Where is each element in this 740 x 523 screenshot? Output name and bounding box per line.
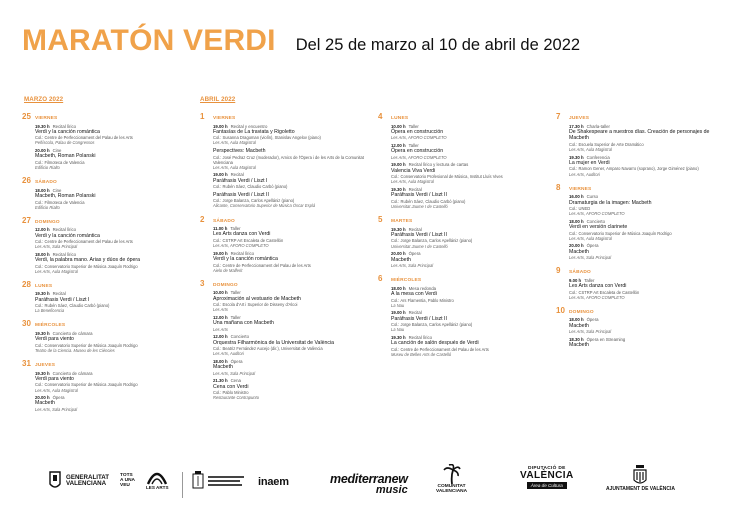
event-title: Dramaturgia de la imagen: Macbeth — [569, 199, 652, 206]
event-type: Taller — [230, 314, 241, 320]
event-type: Recital — [230, 172, 244, 178]
event-venue: Les Arts, Sala Principal — [391, 263, 434, 269]
day-header — [22, 216, 187, 225]
day-header — [22, 176, 187, 185]
day-name: MARTES — [391, 219, 413, 225]
day-name: LUNES — [391, 116, 409, 121]
event-item — [35, 227, 187, 249]
month-march: MARZO 2022 — [24, 96, 64, 103]
ministerio-text — [208, 476, 244, 486]
event-venue: Les Arts, Auditori — [213, 351, 244, 357]
event-collaborators: Col.: CSTRP Art Escaleta de Castellón — [569, 289, 640, 295]
event-type: Recital — [408, 310, 422, 316]
day-name: DOMINGO — [35, 219, 60, 225]
event-item — [213, 290, 365, 312]
event-collaborators: Col.: Rubén Sáez, Claudio Carbó (piano) — [35, 303, 110, 309]
event-venue: Les Arts, Aula Magistral — [213, 140, 256, 146]
tots-line-2: A UNA — [120, 477, 136, 483]
event-type: Recital lírico y lectura de cartas — [408, 162, 469, 168]
event-collaborators: Col.: Jorge Balanza, Carlos Apellániz (piano) — [213, 198, 295, 204]
event-title: La canción de salón después de Verdi — [391, 340, 479, 347]
event-venue: Les Arts, Sala Principal — [35, 244, 78, 250]
event-title: Paráfrasis Verdi / Liszt I — [35, 296, 90, 303]
event-title: La mujer en Verdi — [569, 159, 610, 166]
event-time: 12.00 h — [213, 314, 228, 320]
les-arts-logo — [146, 468, 169, 491]
event-title: Aproximación al vestuario de Macbeth — [213, 295, 301, 302]
event-item — [213, 334, 365, 356]
day-header — [22, 359, 187, 368]
event-collaborators: Col.: Jorge Balanza, Carlos Apellániz (piano) — [391, 238, 473, 244]
day-number: 1 — [200, 112, 205, 121]
event-type: Ópera — [586, 317, 599, 323]
event-time: 18.00 h — [569, 218, 584, 224]
event-title: Macbeth, Roman Polanski — [35, 193, 96, 200]
event-time: 18.00 h — [391, 285, 406, 291]
event-type: Cine — [52, 148, 62, 154]
event-collaborators: Col.: Jorge Balanza, Carlos Apellániz (piano) — [391, 322, 473, 328]
event-time: 19.30 h — [35, 370, 50, 376]
event-time: 12.00 h — [213, 334, 228, 340]
day-header — [556, 183, 721, 192]
event-type: Ópera en Streaming — [586, 336, 626, 342]
event-time: 18.00 h — [35, 187, 50, 193]
event-title: De Shakespeare a nuestros días. Creación de personajes de Macbeth — [569, 128, 710, 142]
event-type: Recital y encuentro — [230, 123, 268, 129]
event-collaborators: Col.: CSTRP Art Escaleta de Castellón — [213, 237, 284, 243]
event-venue: Edificio Rialto — [35, 165, 60, 171]
event-type: Recital lírico — [230, 250, 254, 256]
month-april: ABRIL 2022 — [200, 96, 236, 103]
event-time: 19.00 h — [213, 250, 228, 256]
event-collaborators: Col.: Centre de Perfeccionament del Palau de les Arts — [35, 239, 133, 245]
event-item — [35, 371, 187, 393]
day-number: 27 — [22, 215, 31, 225]
day-number: 8 — [556, 182, 561, 192]
event-time: 19.30 h — [391, 334, 406, 340]
event-time: 9.00 h — [569, 277, 582, 283]
day-header — [22, 280, 187, 289]
event-venue: Edificio Rialto — [35, 204, 60, 210]
event-item — [569, 278, 721, 300]
event-time: 19.30 h — [391, 187, 406, 193]
day-name: LUNES — [35, 283, 53, 289]
event-title: Macbeth — [569, 248, 589, 255]
event-time: 18.00 h — [213, 358, 228, 364]
event-type: Concierto de cámara — [52, 330, 93, 336]
event-type: Charla-taller — [586, 123, 610, 129]
event-venue: Les Arts, Aula Magistral — [35, 268, 78, 274]
event-title: Verdi y la canción romántica — [35, 232, 100, 239]
event-collaborators: Col.: Conservatorio Superior de Música Joaquín Rodrigo — [35, 263, 138, 269]
event-time: 19.30 h — [35, 123, 50, 129]
day-header — [378, 112, 543, 121]
event-item — [391, 251, 543, 268]
day-header — [200, 215, 365, 224]
event-time: 19.30 h — [35, 291, 50, 297]
day-number: 30 — [22, 319, 31, 329]
event-item — [35, 252, 187, 274]
generalitat-line-1: GENERALITAT — [66, 473, 110, 481]
event-venue: Museu de Belles Arts de Castelló — [391, 351, 452, 357]
event-type: Cena — [230, 378, 241, 384]
event-type: Taller — [230, 226, 241, 232]
event-type: Recital lírico — [52, 123, 76, 129]
event-collaborators: Col.: Beatriz Fernández Aucejo (dir.), Universitat de València — [213, 346, 323, 352]
event-venue: Les Arts, Sala Principal — [35, 406, 78, 412]
footer-divider — [182, 472, 183, 498]
tots-line-3: VEU — [120, 482, 130, 488]
event-collaborators: Col.: José Pedraz Cruz (moderador), Amics de l'Òpera i de les Arts de la Comunitat Valenciana — [213, 154, 364, 165]
day-name: JUEVES — [569, 116, 590, 121]
event-title: Verdi en versión clarinete — [569, 224, 628, 231]
event-type: Concierto — [586, 218, 605, 224]
mediterranew-music-label: music — [375, 484, 408, 496]
event-collaborators: Col.: Rubén Sáez, Claudio Carbó (piano) — [213, 184, 288, 190]
event-venue: Les Arts, AFORO COMPLETO — [569, 294, 625, 300]
event-venue: La Nau — [391, 302, 405, 308]
mediterranew-label: mediterranew — [330, 472, 408, 486]
event-item — [569, 124, 721, 153]
event-item — [569, 155, 721, 177]
event-title: Macbeth — [35, 400, 55, 407]
event-collaborators: Col.: Ars Flamentia, Pablo Ministro — [391, 297, 454, 303]
inaem-logo — [258, 476, 289, 488]
event-item — [213, 124, 365, 146]
event-type: Recital lírico — [52, 227, 76, 233]
event-title: Macbeth — [569, 342, 589, 349]
event-venue: La Beneficencia — [35, 308, 65, 314]
les-arts-label: LES ARTS — [146, 485, 169, 490]
event-title: Paráfrasis Verdi / Liszt I — [213, 177, 268, 184]
event-collaborators: Col.: Susanna Dragoman (violín), Stanislav Angelov (piano) — [213, 135, 321, 141]
event-title: Verdi y la canción romántica — [35, 128, 100, 135]
sponsor-footer — [0, 462, 740, 518]
event-title: Verdi para viento — [35, 336, 74, 343]
generalitat-logo — [48, 470, 109, 492]
event-venue: Universitat Jaume I de Castelló — [391, 243, 448, 249]
day-header — [556, 266, 721, 275]
event-venue: Les Arts, Sala Principal — [569, 329, 612, 335]
event-title: Macbeth — [569, 322, 589, 329]
event-venue: Les Arts, Auditori — [569, 171, 600, 177]
event-type: Taller — [230, 290, 241, 296]
day-name: MIÉRCOLES — [391, 278, 422, 284]
event-title: Cena con Verdi — [213, 383, 249, 390]
event-type: Taller — [408, 142, 419, 148]
event-title: Verdi y la canción romántica — [213, 256, 278, 263]
day-number: 28 — [22, 279, 31, 289]
event-item — [391, 286, 543, 308]
event-time: 19.00 h — [391, 310, 406, 316]
event-collaborators: Col.: Conservatorio Superior de Música Joaquín Rodrigo — [569, 230, 672, 236]
event-venue: Les Arts, Aula Magistral — [391, 179, 434, 185]
event-time: 19.00 h — [391, 162, 406, 168]
event-time: 20.00 h — [35, 395, 50, 401]
day-name: SÁBADO — [213, 218, 235, 224]
day-header — [22, 112, 187, 121]
event-title: Orquestra Filharmònica de la Universitat de València — [213, 339, 335, 346]
event-type: Conferencia — [586, 154, 610, 160]
ministerio-logo — [192, 470, 244, 492]
event-item — [35, 148, 187, 170]
event-venue: Les Arts, AFORO COMPLETO — [569, 211, 625, 217]
event-time: 12.00 h — [391, 142, 406, 148]
page-header — [22, 24, 580, 58]
day-header — [378, 215, 543, 224]
event-venue: Les Arts, Aula Magistral — [569, 235, 612, 241]
event-time: 11.00 h — [213, 226, 228, 232]
event-type: Recital — [408, 187, 422, 193]
event-title: Paráfrasis Verdi / Liszt II — [391, 315, 447, 322]
event-time: 20.00 h — [35, 148, 50, 154]
event-time: 19.30 h — [391, 226, 406, 232]
event-venue: Peñíscola, Palau de Congressos — [35, 140, 95, 146]
event-type: Taller — [584, 277, 595, 283]
day-number: 7 — [556, 112, 561, 121]
valencia-crest-icon — [632, 464, 648, 486]
event-type: Curso — [586, 194, 599, 200]
event-item — [391, 187, 543, 209]
event-type: Cine — [52, 187, 62, 193]
event-item — [213, 148, 365, 170]
event-item — [213, 226, 365, 248]
event-item — [391, 310, 543, 332]
event-item — [213, 359, 365, 376]
comunitat-valenciana-logo — [436, 464, 467, 494]
event-collaborators: Col.: Conservatorio Superior de Música Joaquín Rodrigo — [35, 342, 138, 348]
event-type: Concierto — [230, 334, 249, 340]
day-name: SÁBADO — [35, 180, 57, 186]
event-collaborators: Col.: Filmoteca de Valencia — [35, 199, 85, 205]
day-name: VIERNES — [569, 186, 592, 192]
event-collaborators: Col.: Escuela Superior de Arte Dramático — [569, 141, 644, 147]
day-name: JUEVES — [35, 363, 56, 369]
event-title: Fantasías de La traviata y Rigoletto — [213, 128, 295, 135]
event-title: Macbeth — [213, 364, 233, 371]
schedule-column-3 — [378, 112, 543, 357]
event-type: Recital — [408, 226, 422, 232]
schedule-column-2 — [200, 112, 365, 400]
event-time: 17.30 h — [569, 123, 584, 129]
day-name: VIERNES — [35, 116, 58, 121]
event-venue: Aielo de Malferit — [213, 267, 243, 273]
day-number: 31 — [22, 359, 31, 369]
event-title: Verdi, la palabra mano. Arias y dúos de ópera — [35, 257, 140, 264]
event-title: Verdi para viento — [35, 375, 74, 382]
event-type: Ópera — [408, 251, 421, 257]
inaem-label: inaem — [258, 476, 289, 488]
diputacio-line-1: DIPUTACIÓ DE — [527, 466, 566, 471]
generalitat-emblem-icon — [48, 470, 62, 492]
event-title: Valencia Viva Verdi — [391, 167, 436, 174]
event-collaborators: Col.: Rubén Sáez, Claudio Carbó (piano) — [391, 198, 466, 204]
event-item — [569, 243, 721, 260]
spain-crest-icon — [192, 470, 204, 492]
event-title: Ópera en construcción — [391, 128, 444, 135]
day-number: 9 — [556, 266, 561, 276]
day-number: 25 — [22, 112, 31, 121]
event-title: Macbeth, Roman Polanski — [35, 153, 96, 160]
event-venue: Alicante, Conservatorio Superior de Música Óscar Esplá — [213, 203, 316, 209]
event-title: A la mesa con Verdi — [391, 291, 437, 297]
day-number: 26 — [22, 176, 31, 186]
event-venue: La Nau — [391, 327, 405, 333]
event-venue: Les Arts, Aula Magistral — [213, 164, 256, 170]
event-title: Perspectives: Macbeth — [213, 148, 266, 155]
day-number: 4 — [378, 112, 383, 121]
event-type: Ópera — [230, 358, 243, 364]
day-name: MIÉRCOLES — [35, 323, 66, 329]
diputacio-area-label: Àrea de Cultura — [527, 482, 567, 489]
event-collaborators: Col.: Filmoteca de Valencia — [35, 159, 85, 165]
day-header — [200, 279, 365, 288]
event-time: 19.00 h — [213, 172, 228, 178]
event-type: Recital — [52, 291, 66, 297]
event-time: 19.30 h — [569, 154, 584, 160]
event-collaborators: Col.: Pablo Ministro — [213, 390, 249, 396]
event-item — [391, 335, 543, 357]
day-header — [22, 319, 187, 328]
event-venue: Les Arts, AFORO COMPLETO — [391, 154, 447, 160]
event-venue: Les Arts, AFORO COMPLETO — [391, 135, 447, 141]
event-item — [569, 337, 721, 349]
diputacio-logo — [520, 466, 574, 489]
event-collaborators: Col.: Centre de Perfeccionament del Palau de les Arts — [35, 135, 133, 141]
tots-a-una-veu-logo — [120, 474, 135, 488]
ajuntament-label: AJUNTAMENT DE VALÈNCIA — [606, 486, 675, 492]
event-title: Paráfrasis Verdi / Liszt II — [213, 191, 269, 198]
event-item — [213, 378, 365, 400]
event-venue: Les Arts, Aula Magistral — [569, 146, 612, 152]
comunitat-line-2: VALENCIANA — [436, 489, 468, 495]
event-venue: Les Arts, Sala Principal — [569, 255, 612, 261]
event-collaborators: Col.: UNED — [569, 206, 591, 212]
event-venue: Les Arts — [213, 326, 228, 332]
event-collaborators: Col.: Ramon Gener, Amparo Navarro (soprano), Jorge Giménez (piano) — [569, 166, 699, 172]
day-number: 2 — [200, 214, 205, 224]
day-number: 5 — [378, 215, 383, 225]
schedule-column-4 — [556, 112, 721, 349]
generalitat-line-2: VALENCIANA — [66, 480, 107, 487]
event-time: 10.00 h — [213, 290, 228, 296]
event-time: 18.00 h — [35, 251, 50, 257]
event-time: 10.00 h — [391, 123, 406, 129]
event-type: Taller — [408, 123, 419, 129]
event-type: Ópera — [586, 243, 599, 249]
event-venue: Les Arts, AFORO COMPLETO — [213, 243, 269, 249]
event-type: Recital lírico — [408, 334, 432, 340]
event-title: Les Arts danza con Verdi — [213, 231, 271, 238]
event-time: 12.00 h — [35, 227, 50, 233]
event-title: Ópera en construcción — [391, 148, 444, 155]
event-time: 19.00 h — [213, 123, 228, 129]
event-item — [213, 192, 365, 209]
tots-line-1: TOTS — [120, 473, 133, 478]
event-item — [35, 124, 187, 146]
day-name: VIERNES — [213, 116, 236, 121]
event-item — [569, 219, 721, 241]
day-number: 6 — [378, 274, 383, 284]
event-type: Mesa redonda — [408, 285, 437, 291]
les-arts-emblem-icon — [146, 468, 168, 486]
event-item — [391, 143, 543, 160]
day-number: 10 — [556, 305, 565, 315]
event-venue: Les Arts, Aula Magistral — [35, 387, 78, 393]
event-item — [35, 395, 187, 412]
day-name: SÁBADO — [569, 270, 591, 276]
mediterranew-logo — [330, 472, 408, 496]
page-title: MARATÓN VERDI — [22, 24, 276, 57]
event-title: Paráfrasis Verdi / Liszt II — [391, 192, 447, 199]
comunitat-line-1: COMUNITAT — [437, 484, 466, 489]
event-time: 19.30 h — [35, 330, 50, 336]
schedule-column-1 — [22, 112, 187, 412]
event-item — [35, 188, 187, 210]
event-time: 21.30 h — [213, 378, 228, 384]
event-collaborators: Col.: Conservatorio Profesional de Música, Institut Lluís Vives — [391, 174, 503, 180]
event-time: 18.30 h — [569, 336, 584, 342]
event-venue: Restaurante Contrapunto — [213, 395, 259, 401]
event-item — [213, 315, 365, 332]
diputacio-line-2: VALÈNCIA — [520, 470, 574, 482]
event-item — [391, 124, 543, 141]
day-name: DOMINGO — [569, 309, 594, 315]
event-venue: Teatro de la Ciencia. Museu de les Ciències — [35, 347, 115, 353]
palm-tree-icon — [443, 464, 461, 484]
event-item — [35, 331, 187, 353]
event-collaborators: Col.: Centre de Perfeccionament del Palau de les Arts — [213, 262, 311, 268]
event-item — [391, 162, 543, 184]
event-title: Una mañana con Macbeth — [213, 320, 274, 327]
event-collaborators: Col.: Conservatorio Superior de Música Joaquín Rodrigo — [35, 382, 138, 388]
event-venue: Les Arts — [213, 307, 228, 313]
event-type: Ópera — [52, 395, 65, 401]
event-time: 20.00 h — [569, 243, 584, 249]
day-header — [556, 112, 721, 121]
day-number: 3 — [200, 278, 205, 288]
ajuntament-logo — [606, 464, 675, 492]
day-header — [378, 274, 543, 283]
event-item — [569, 194, 721, 216]
date-range: Del 25 de marzo al 10 de abril de 2022 — [295, 36, 581, 54]
event-time: 20.00 h — [391, 251, 406, 257]
event-type: Concierto de cámara — [52, 370, 93, 376]
event-venue: Les Arts, Sala Principal — [213, 370, 256, 376]
event-item — [569, 317, 721, 334]
event-collaborators: Col.: Escola d'Art i Superior de Disseny d'Alcoi — [213, 302, 298, 308]
event-time: 18.00 h — [569, 317, 584, 323]
day-name: DOMINGO — [213, 282, 238, 288]
event-time: 16.00 h — [569, 194, 584, 200]
event-venue: Universitat Jaume I de Castelló — [391, 203, 448, 209]
day-header — [200, 112, 365, 121]
event-type: Recital lírico — [52, 251, 76, 257]
event-title: Les Arts danza con Verdi — [569, 283, 627, 290]
event-collaborators: Col.: Centre de Perfeccionament del Palau de les Arts — [391, 346, 489, 352]
day-header — [556, 306, 721, 315]
event-title: Macbeth — [391, 256, 411, 263]
event-item — [213, 172, 365, 189]
event-title: Paráfrasis Verdi / Liszt II — [391, 231, 447, 238]
event-item — [391, 227, 543, 249]
event-item — [213, 251, 365, 273]
event-item — [35, 291, 187, 313]
